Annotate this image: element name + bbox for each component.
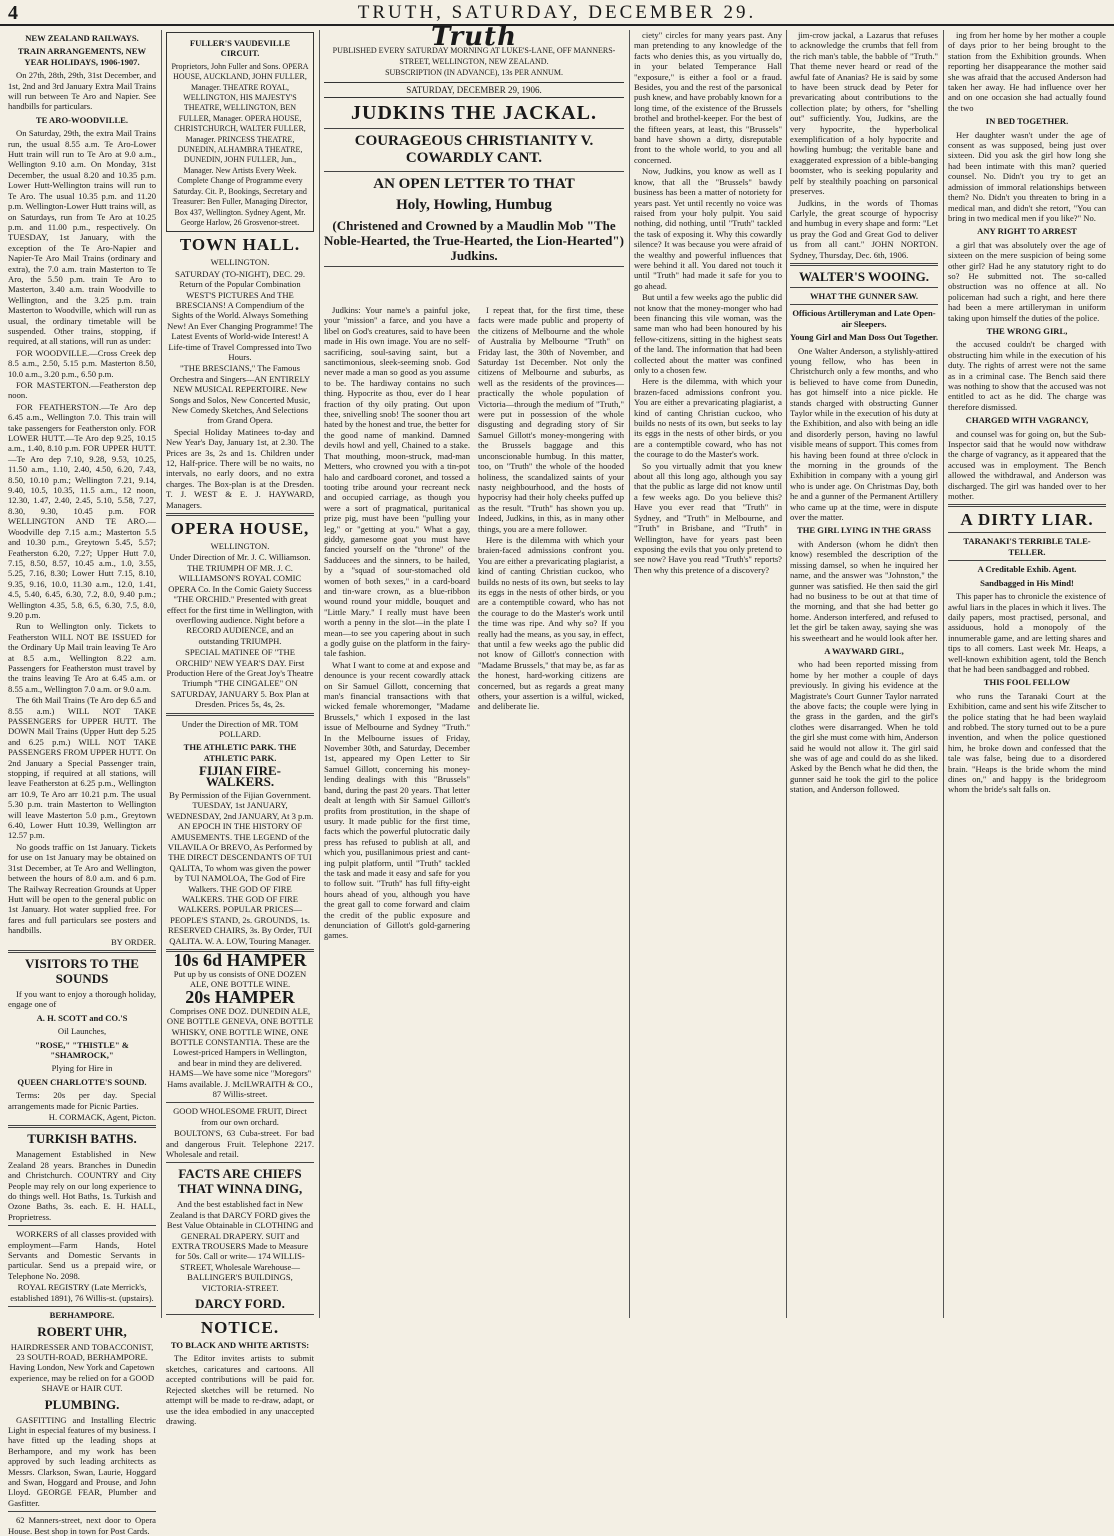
story-text: Now, Judkins, you know as well as I know, that all the "Brussels" bawdy business has been a matter of notoriety for years past. Yet until recently no voice was raised from your holy pulpit. You said nothing, did nothing, until "Truth" tackled the task of exposing it. Why this cowardly silence? It was because you were afraid of the wealthy and powerful influences that were behind it all. You dared not touch it until "Truth" had made it safe for you to go ahead.	[634, 166, 782, 291]
wrong-girl-heading: THE WRONG GIRL,	[986, 325, 1068, 336]
girl-grass-heading: THE GIRL LYING IN THE GRASS	[797, 525, 931, 536]
facts-heading: FACTS ARE CHIEFS THAT WINNA DING,	[177, 1166, 303, 1197]
divider	[790, 287, 938, 288]
deck-2: Holy, Howling, Humbug	[396, 197, 552, 214]
fool-fellow-heading: THIS FOOL FELLOW	[983, 677, 1071, 688]
athletic-park: THE ATHLETIC PARK. THE ATHLETIC PARK.	[183, 742, 297, 763]
bed-heading: IN BED TOGETHER.	[985, 116, 1069, 127]
sounds-heading: VISITORS TO THE SOUNDS	[25, 955, 139, 986]
column-foot: 62 Manners-street, next door to Opera House. Best shop in town for Post Cards.	[8, 1515, 156, 1536]
dirty-liar-sub: TARANAKI'S TERRIBLE TALE-TELLER.	[963, 536, 1091, 557]
baths-heading: TURKISH BATHS.	[27, 1131, 137, 1147]
headline: JUDKINS THE JACKAL.	[351, 102, 597, 125]
vagrancy-heading: CHARGED WITH VAGRANCY,	[965, 415, 1089, 426]
story-text: jim-crow jackal, a Lazarus that refuses to acknowledge the crumbs that fell from the rich man's table, the babble of "Truth." That theme never heard or read of the awful fate of Ananias? He is said by some to have been struck dead by Peter for prevaricating about contributions to the collection plate; by others, for "shelling out" sufficiently. You, Judkins, are the very hypocrite, the hyperbolical exemplification of a holy hypocrite and howling humbug; the veritable bane and exaggerated expression of a bible-banging boomster, who is seeking popularity and pelf by stealthily poaching on parsonical preserves.	[790, 30, 938, 197]
facts-body: And the best established fact in New Zealand is that DARCY FORD gives the Best Value Obtainable in CLOTHING and GENERAL DRAPERY. SUIT and EXTRA TROUSERS Made to Measure for 50s. Call or write— 174 WILLIS-STREET, Wholesale Warehouse— BALLINGER'S BUILDINGS, VICTORIA-STREET.	[166, 1199, 314, 1293]
walter-heading: WALTER'S WOOING.	[798, 268, 930, 284]
divider	[948, 532, 1106, 533]
arrest-heading: ANY RIGHT TO ARREST	[977, 226, 1077, 237]
publish-notice: PUBLISHED EVERY SATURDAY MORNING AT LUKE'S-LANE, OFF MANNERS-STREET, WELLINGTON, NEW ZEALAND.	[332, 46, 616, 66]
dateline: SATURDAY, DECEMBER 29, 1906.	[324, 82, 624, 98]
wrong-girl-body: the accused couldn't be charged with obstructing him while in the execution of his duty. The rights of arrest were not the same as in a criminal case. The Bench said there was nothing to show that the accused was not entitled to act as he did. The charge was therefore dismissed.	[948, 339, 1106, 412]
fuller-heading: FULLER'S VAUDEVILLE CIRCUIT.	[189, 38, 291, 59]
railways-third-body: No goods traffic on 1st January. Tickets for use on 1st January may be obtained on 31st December, at Te Aro and Wellington, between the hours of 8.0 a.m. and 6 p.m. The Railway Recreation Grounds at Upper Hutt will be open to the general public on 1st January. Hot water supplied free. For fares and full particulars see posters and handbills.	[8, 841, 156, 936]
column-rule	[786, 30, 787, 1318]
dirty-liar-deck: A Creditable Exhib. Agent.	[977, 564, 1077, 575]
divider	[324, 128, 624, 129]
divider	[8, 1511, 156, 1512]
divider	[790, 263, 938, 266]
walter-deck-2: Young Girl and Man Doss Out Together.	[790, 332, 938, 343]
sounds-terms: Terms: 20s per day. Special arrangements made for Picnic Parties.	[8, 1090, 156, 1111]
deck-1: AN OPEN LETTER TO THAT	[373, 176, 575, 193]
dirty-liar-deck-2: Sandbagged in His Mind!	[980, 577, 1074, 588]
wayward-girl-heading: A WAYWARD GIRL,	[824, 645, 904, 656]
divider	[166, 1162, 314, 1163]
workers-body: WORKERS of all classes provided with employment—Farm Hands, Hotel Servants and Domestic Servants in particular. Send us a prepaid wire, or Telephone No. 2098.	[8, 1229, 156, 1281]
opera-heading: OPERA HOUSE,	[170, 519, 310, 539]
girl-grass-body: with Anderson (whom he didn't then know) resembled the description of the missing damsel, so when he inquired her name, and the answer was "Johnston," the gunner was satisfied. He then said the girl had no business to be out at that time of the morning, and that she had better go home. Anderson interfered, and refused to let the girl be taken away, saying she was his sweetheart and he would look after her.	[790, 538, 938, 643]
column-7	[948, 30, 1106, 1318]
railways-body: On 27th, 28th, 29th, 31st December, and 1st, 2nd and 3rd January Extra Mail Trains will run between Te Aro and Napier. See handbills for particulars.	[8, 70, 156, 112]
railways-heading: NEW ZEALAND RAILWAYS.	[25, 33, 139, 43]
divider	[8, 1125, 156, 1128]
story-text: ciety" circles for many years past. Any man pretending to any knowledge of the facts who denies this, as you virtually do, in your belated Temperance Hall "exposure," is either a fool or a fraud. Besides, you and the rest of the parsonical push knew, and have probably known for a long time, of the existence of the Brussels brothel and brothel-keeper. For the best of the fifteen years, at least, this "Brussels" band have shown a dirty, disreputable front to the whole world, to you and all concerned.	[634, 30, 782, 165]
walter-body: One Walter Anderson, a stylishly-attired young fellow, who has been in Christchurch only a few months, and who is believed to have come from Dunedin, has got himself into a nice pickle. He stands charged with obstructing Gunner Taylor while in the execution of his duty at the Exhibition, and also with being an idle and disorderly person, having no lawful visible means of support. This comes from his having been found at three o'clock in the morning in the grounds of the Exhibition in company with a young girl who is under age. On Christmas Day, both he and a gunner of the Permanent Artillery who came up at the time, were in dispute over the matter.	[790, 345, 938, 523]
opera-body: Under Direction of Mr. J. C. Williamson. THE TRIUMPH OF MR. J. C. WILLIAMSON'S ROYAL COMIC OPERA Co. In the Comic Gaiety Success "THE ORCHID." Presented with great effect for the first time in Wellington, with overflowing audience. Night before a RECORD AUDIENCE, and an outstanding TRIUMPH.	[166, 552, 313, 646]
walter-deck: Officious Artilleryman and Late Open-air Sleepers.	[792, 308, 936, 329]
divider	[166, 1102, 314, 1103]
main-right-column	[478, 305, 624, 1318]
masthead	[0, 0, 1114, 26]
story-text: Judkins: Your name's a painful joke, your "mission" a farce, and you have a libel on God's creatures, said to have been made in His own image. You are no self-sacrificing, soul-saving saint, but a sanctimonious, sleek-seeming snob. God never made a man so good as you assume to be. The hardiway contains no such thing. Hypocrite as thou, ever do I hear fraction of thy oily prating. Out upon thee, snivelling snob! The sooner thou art hated by the honest and true, the better for the good name of mankind. Damned devils howl and yell, Chained to a stake. That mouthing, moon-struck, mad-man Metters, who crowned you with a tin-pot halo and cardboard coronet, and tossed a tooting tribe around your recreant neck and occupied carriage, as though you were a sort of pragmatical, puritanical prize pig, must have been "pulling your leg," or "getting at you." What a gay, giddy, gamesome goat you must have fancied yourself on the "throne" of the Sadducees and the sinners, to be hailed, by a "squad of sour-stomached old women of both sexes," in a card-board and tin-ware crown, as a blue-ribbon wound round your middle, bouquet and "Little Mary." I really must have been worth a penny in the slot—in the plate I mean—to see you capering about in such a godly guise on the platform in the fairy-tale fashion.	[324, 305, 470, 659]
fire-walkers-heading: FIJIAN FIRE-WALKERS.	[199, 763, 281, 789]
uhr-heading: ROBERT UHR,	[37, 1323, 127, 1339]
arrest-body: a girl that was absolutely over the age of sixteen on the mere suspicion of being some other girl? Had he any statutory right to do so? He submitted not. The so-called obstruction was no offence at all. No policeman had such a right, and here there had been a mere artilleryman in uniform taking upon himself the duties of the police.	[948, 239, 1106, 323]
sounds-plying: Plying for Hire in	[51, 1063, 113, 1074]
pollard: Under the Direction of MR. TOM POLLARD.	[181, 718, 299, 739]
notice-body: The Editor invites artists to submit sketches, caricatures and cartoons. All accepted contributions will be paid for. Rejected sketches will be returned. No attempt will be made to re-draw, adapt, or use the idea embodied in any unaccepted drawing.	[166, 1353, 314, 1426]
fruit-advert: GOOD WHOLESOME FRUIT, Direct from our own orchard.	[173, 1106, 307, 1127]
column-6	[790, 30, 938, 1318]
woodville-schedule: FOR WOODVILLE.—Cross Creek dep 8.5 a.m., 2.50, 5.15 p.m. Masterton 8.50, 10.0 a.m., 3.20 p.m., 6.50 p.m.	[8, 347, 156, 379]
story-text: But until a few weeks ago the public did not know that the money-monger who had been financing this vile woman, was the same man who had been honoured by his fellow-citizens, sitting in the highest seats of the land. The information that had been collected about the matter was confined only to a chosen few.	[634, 292, 782, 375]
sounds-agent: H. CORMACK, Agent, Picton.	[48, 1112, 156, 1122]
column-rule	[629, 30, 630, 1318]
vagrancy-body: and counsel was for going on, but the Sub-Inspector said that he would now withdraw the charge of vagrancy, as it appeared that the accused was in employment. The Bench allowed the withdrawal, and Anderson was discharged. The girl was handed over to her mother.	[948, 428, 1106, 502]
column-rule	[943, 30, 944, 1318]
story-text: ing from her home by her mother a couple of days prior to her being brought to the station from the Exhibition grounds. When reporting her disappearance the mother said she was afraid that the accused Anderson had taken her away. He had influence over her and on one occasion she had actually found the two	[948, 30, 1106, 113]
column-2	[166, 30, 314, 1426]
notice-sub: TO BLACK AND WHITE ARTISTS:	[170, 1340, 310, 1351]
divider	[166, 1314, 314, 1315]
hamper-20s-heading: 20s HAMPER	[185, 987, 295, 1008]
uhr-body: HAIRDRESSER AND TOBACCONIST, 23 SOUTH-ROAD, BERHAMPORE. Having London, New York and Capetown experience, may be relied on for a GOOD SHAVE or HAIR CUT.	[9, 1341, 155, 1394]
divider	[948, 504, 1106, 507]
divider	[8, 1306, 156, 1307]
hamper-10s-body: Put up by us consists of ONE DOZEN ALE, ONE BOTTLE WINE.	[173, 968, 307, 989]
town-hall-heading: TOWN HALL.	[179, 235, 301, 255]
story-text: What I want to come at and expose and denounce is your recent cowardly attack on Sir Samuel Gillott, concerning that man's financial transactions with that wicked female whoremonger, "Madame Brussels," which I exposed in the last issue of Melbourne and Sydney "Truth." In the Melbourne issues of Friday, November 30th, and Saturday, December 1st, appeared my Open Letter to Sir Samuel Gillott, concerning his money-lending dealings with this "Brussels" band, during the past 20 years. That letter dealt at length with Sir Samuel Gillott's profits from prostitution, in the shape of usury. It made public for the first time, facts which the powerful plutocratic daily press has refused to publish at all, and which you, pusillanimous priest and cant-ing pulpit platform, until "Truth" tackled the task and made it easy and safe for you to follow suit. "Truth" has full fifty-eight hours ahead of you, although you have the great gall to come forward and claim the credit of the public exposure and denunciation of Gillott's gold-garnering games.	[324, 659, 470, 941]
divider	[166, 713, 314, 716]
town-hall-sub: WELLINGTON.	[210, 257, 270, 268]
opera-sub: WELLINGTON.	[210, 541, 270, 552]
brescians-body: "THE BRESCIANS," The Famous Orchestra and Singers—AN ENTIRELY NEW MUSICAL REPERTOIRE. New Songs and Solos, New Concerted Music, New Comedy Sketches, And Selections from Grand Opera.	[169, 363, 311, 426]
hamper-10s-heading: 10s 6d HAMPER	[173, 950, 307, 971]
featherston-schedule: FOR FEATHERSTON.—Te Aro dep 6.45 a.m., Wellington 7.0. This train will take passengers for Featherston only. FOR LOWER HUTT.—Te Aro dep 9.25, 10.15 a.m., 1.40, 8.10 p.m. FOR UPPER HUTT.—Te Aro dep 7.10, 9.28, 9.53, 10.25, 11.50 a.m., 1.10, 2.40, 4.50, 6.20, 7.43, 8.50, 10.10 p.m.; Wellington 7.21, 9.14, 9.40, 10.5, 10.35, 11.5 a.m., 12 noon, 12.30, 1.47, 2.40, 2.45, 5.10, 5.58, 7.27, 8.30, 9.30, 10.45 p.m. FOR WELLINGTON AND TE ARO.—Woodville dep 7.15 a.m.; Masterton 5.5 and 10.30 p.m., Greytown 5.45, 5.57; Featherston 6.20, 7.27; Upper Hutt 7.0, 7.15, 8.50, 8.57, 10.45 a.m., 1.0, 3.55, 5.25, 7.16, 8.30; Lower Hutt 7.15, 8.10, 9.35, 9.16, 10.0, 11.30 a.m., 12.0, 1.41, 4.5, 5.40, 6.45, 6.30, 7.2, 8.0, 9.40 p.m.; Wellington 4.35, 5.8, 6.5, 6.30, 7.5, 8.0, 9.20 p.m.	[8, 401, 156, 620]
wayward-girl-body: who had been reported missing from home by her mother a couple of days previously. In giving his evidence at the Magistrate's Court Gunner Taylor narrated the above facts; the couple were lying in the grass in the garden, and the girl's clothes were disarranged. When he told the girl she must come with him, Anderson said he would not allow it. The girl said she was of age and could do as she liked. Asked by the Bench what he did then, the gunner said he took the girl to the police station, and Anderson followed.	[790, 659, 938, 795]
berhampore: BERHAMPORE.	[49, 1310, 115, 1321]
town-hall-body: SATURDAY (TO-NIGHT), DEC. 29. Return of the Popular Combination WEST'S PICTURES And THE BRESCIANS! A Compendium of the Sights of the World. Always Something New! An Ever Changing Programme! The Latest Events of World-wide Interest! A Life-time of Travel Compressed into Two Hours.	[167, 268, 313, 362]
divider	[8, 950, 156, 953]
te-aro-body: On Saturday, 29th, the extra Mail Trains run, the usual 8.55 a.m. Te Aro-Lower Hutt train will run to Te Aro at 9.0 a.m., Wellington 9.10 a.m. On Monday, 31st December, the usual 8.20 and 10.35 p.m. Lower Hutt-Wellington trains will run to Te Aro. The usual 10.35 p.m. and 11.20 p.m. Wellington-Lower Hutt trains will, as on Saturdays, run from Te Aro at 10.25 p.m. and 11.00 p.m., respectively. On TUESDAY, 1st January, with the exception of the Te Aro-Napier and Napier-Te Aro Mail Trains (ordinary and extra), the 7.0 a.m. train Masterton to Te Aro, the 5.50 p.m. train Te Aro to Masterton, 3.40 a.m. train Woodville to Wellington, and the 3.25 p.m. train Masterton to Woodville, which will run as usual, the ordinary timetable will be suspended. Other trains, stopping, if required, at all stations, will run as under:	[8, 128, 156, 347]
registry: ROYAL REGISTRY (Late Merrick's, established 1891), 76 Willis-st. (upstairs).	[10, 1282, 154, 1303]
railways-second-body: The 6th Mail Trains (Te Aro dep 6.5 and 8.55 a.m.) WILL NOT TAKE PASSENGERS for UPPER HUTT. The DOWN Mail Trains (Upper Hutt dep 5.25 and 6.25 p.m.) WILL NOT TAKE PASSENGERS FROM UPPER HUTT. On 2nd January a Special Passenger train, stopping, if required at all stations, will leave Featherston at 6.25 p.m., Wellington arr 10.9, Te Aro arr 10.21 p.m. The usual 5.30 p.m. train Masterton to Wellington will leave Masterton 5.0 p.m., Greytown 6.40, Lower Hutt 10.39, Wellington arr 12.57 p.m.	[8, 695, 156, 841]
column-1	[8, 30, 156, 1536]
story-text: So you virtually admit that you knew about all this long ago, although you say that the public as large did not know until a few weeks ago. Do you believe this? Have you ever read that "Truth" in Sydney, and "Truth" in Melbourne, and "Truth" in Brisbane, and "Truth" in Wellington, have for years past been exposing the evils that you only pretend to see now? Have you read "Truth's" reports? Then why this pretence of a discovery?	[634, 460, 782, 575]
by-order: BY ORDER.	[110, 936, 156, 947]
divider	[324, 266, 624, 267]
truth-logo: Truth	[431, 22, 517, 52]
walter-sub: WHAT THE GUNNER SAW.	[809, 290, 919, 301]
masthead-title: TRUTH, SATURDAY, DECEMBER 29.	[357, 2, 757, 23]
masterton-schedule: FOR MASTERTON.—Featherston dep noon.	[8, 380, 156, 401]
divider	[8, 1225, 156, 1226]
divider	[790, 304, 938, 305]
boulton-advert: BOULTON'S, 63 Cuba-street. For bad and dangerous Fruit. Telephone 2217. Wholesale and retail.	[166, 1128, 314, 1159]
story-text: Here is the dilemma, with which your brazen-faced admissions confront you. You are either a prevaricating plagiarist, a kind of canting Christian cuckoo, who builds no nests of its own, but seeks to lay its eggs in the nests of other birds, or you are a contemptible coward, who has not the courage to do the Master's work.	[634, 376, 782, 460]
divider	[166, 513, 314, 516]
railways-subheading: TRAIN ARRANGEMENTS, NEW YEAR HOLIDAYS, 1906-1907.	[17, 46, 147, 67]
deck-3: (Christened and Crowned by a Maudlin Mob "The Noble-Hearted, the True-Hearted, the Lion-Hearted") Judkins.	[324, 218, 624, 264]
fire-walkers-body: By Permission of the Fijian Government. TUESDAY, 1st JANUARY, WEDNESDAY, 2nd JANUARY, At 3 p.m. AN EPOCH IN THE HISTORY OF AMUSEMENTS. THE LEGEND of the VILAVILA Or BREVO, As Performed by THE DIRECT DESCENDANTS OF TUI QALITA, To whom was given the power by TUI NAMOLOA, The God of Fire Walkers. THE GOD OF FIRE WALKERS. THE GOD OF FIRE WALKERS. POPULAR PRICES—PEOPLE'S STAND, 2s. GROUNDS, 1s. RESERVED CHAIRS, 3s. By Order, TUI QALITA. W. A. LOW, Touring Manager.	[166, 790, 314, 946]
te-aro-heading: TE ARO-WOODVILLE.	[35, 114, 129, 125]
notice-heading: NOTICE.	[200, 1318, 280, 1338]
column-rule	[161, 30, 162, 1318]
sounds-body: If you want to enjoy a thorough holiday, engage one of	[8, 988, 156, 1010]
column-rule	[319, 30, 320, 1318]
plumbing-heading: PLUMBING.	[44, 1396, 120, 1412]
sounds-line: Oil Launches,	[57, 1026, 107, 1037]
divider	[948, 560, 1106, 561]
railways-footnote: Run to Wellington only. Tickets to Featherston WILL NOT BE ISSUED for the Ordinary Up Mail train leaving Te Aro at 8.5 a.m., Wellington 8.22 a.m. Passengers for Featherston must travel by the trains leaving Te Aro at 6.45 a.m. or 8.55 a.m., Wellington 7.0 a.m. or 9.0 a.m.	[8, 621, 156, 694]
main-header	[324, 22, 624, 270]
story-text: I repeat that, for the first time, these facts were made public and property of the citizens of Melbourne and the whole of Australia by Melbourne "Truth" on Friday last, the 30th of November, and Saturday 1st December. Not only the citizens of Melbourne and suburbs, as well as the residents of the provinces—practically the whole population of Victoria—through the medium of "Truth," were put in possession of the whole disgusting and degrading story of Sir Samuel Gillott's money-mongering with the Brussels baggage and this unconscionable humbug. In this matter, too, on "Truth" the whole of the hooded holiness, the scandalized saints of your nasty neighbourhood, and the hosts of hypocrisy had their holy cheeks puffed up as the result. "Truth" has shown you up. Indeed, Judkins, in this, as in many other things, you are a mere follower.	[478, 305, 624, 534]
main-left-column	[324, 305, 470, 1318]
dirty-liar-body: This paper has to chronicle the existence of awful liars in the places in which it lives. The daily papers, most practised, personal, and assiduous, hold a monopoly of the innumerable game, and are letting shares and tips to all comers. Last week Mr. Heaps, a well-known exhibition agent, told the Bench that he had been sandbagged and robbed.	[948, 591, 1106, 674]
dirty-liar-heading: A DIRTY LIAR.	[960, 510, 1094, 530]
sounds-firm: A. H. SCOTT and CO.'S	[36, 1012, 128, 1023]
subscription: SUBSCRIPTION (IN ADVANCE), 13s PER ANNUM.	[385, 68, 563, 78]
brescians-more: Special Holiday Matinees to-day and New Year's Day, January 1st, at 2.30. The Prices are 3s, 2s and 1s. Children under 12, Half-price. There will be no waits, no intervals, no early doors, and no extra charges. The Box-plan is at the Dresden. T. J. WEST & E. J. HAYWARD, Managers.	[166, 426, 314, 510]
fool-fellow-body: who runs the Taranaki Court at the Exhibition, came and sent his wife Zitscher to the police stating that he had been waylaid and robbed. The story turned out to be a pure invention, and when the police questioned him, he broke down and confessed that the tale was false, being due to a disordered brain. "Heaps is the bride whom the mind dines on," and happy is the bridegroom whom the bride's salt falls on.	[948, 690, 1106, 795]
divider	[324, 171, 624, 172]
story-text: Judkins, in the words of Thomas Carlyle, the great scourge of hypocrisy and humbug in every shape and form: "Let us pray the God and Great God to deliver us from all cant." JOHN NORTON. Sydney, Thursday, Dec. 6th, 1906.	[790, 197, 938, 260]
main-story	[324, 22, 624, 1318]
sounds-place: QUEEN CHARLOTTE'S SOUND.	[17, 1076, 147, 1087]
sounds-boats: "ROSE," "THISTLE" & "SHAMROCK,"	[35, 1039, 129, 1060]
page-number: 4	[8, 2, 18, 24]
darcy-ford: DARCY FORD.	[195, 1296, 285, 1312]
opera-more: SPECIAL MATINEE OF "THE ORCHID" NEW YEAR'S DAY. First Production Here of the Great Joy's Theatre Triumph "THE CINGALEE" ON SATURDAY, JANUARY 5. Box Plan at Dresden. Prices 5s, 4s, 2s.	[166, 647, 314, 710]
bed-body: Her daughter wasn't under the age of consent as was supposed, being just over sixteen. Did you ask the girl how long she had been intimate with this man? queried counsel. No. Didn't you try to get an admission of immoral relationships between them? No. Didn't you threaten to bring in a medical man, and didn't she retort, "You can bring in two medical men if you like?" No.	[948, 129, 1106, 223]
subheadline: COURAGEOUS CHRISTIANITY V. COWARDLY CANT.	[354, 133, 594, 167]
plumbing-body: GASFITTING and Installing Electric Light in especial features of my business. I have fitted up the leading shops at Berhampore, and my work has been approved by such leading architects as Messrs. Clarkson, Swan, Laurie, Hoggard and Swan, Hoggard and Prouse, and John Lloyd. GEORGE FEAR, Plumber and Gasfitter.	[8, 1414, 156, 1508]
story-text: Here is the dilemma with which your braien-faced admissions confront you. You are either a prevaricating plagiarist, a kind of canting Christian cuckoo, who builds no nests of its own, but seeks to lay its eggs in the nests of other birds, or you are a contemptible coward, who has not the courage to do the Master's work until the time was ripe. And why so? If you really had the means, as you say, in effect, that until a few weeks ago the public did not know of Gillott's connection with "Madame Brussels," that may be, as far as the honest, hard-working citizens are concerned, but as regards a great many others, your assertion is a wilful, wicked, and deliberate lie.	[478, 534, 624, 712]
fuller-body: Proprietors, John Fuller and Sons. OPERA HOUSE, AUCKLAND, JOHN FULLER, Manager. THEATRE ROYAL, WELLINGTON, HIS MAJESTY'S THEATRE, WELLINGTON, BEN FULLER, Manager. OPERA HOUSE, CHRISTCHURCH, WALTER FULLER, Manager. PRINCESS THEATRE, DUNEDIN, ALHAMBRA THEATRE, DUNEDIN, JOHN FULLER, Jun., Manager. New Artists Every Week. Complete Change of Programme every Saturday. Cit. P., Bookings, Secretary and Treasurer: Ben Fuller, Managing Director, Box 437, Wellington. Sydney Agent, Mr. George Harlow, 26 Grosvenor-street.	[171, 61, 309, 227]
baths-body: Management Established in New Zealand 28 years. Branches in Dunedin and Christchurch. COUNTRY and City People may rely on our long experience to do things well. Hot Baths, 1s. Turkish and Ozone Baths, 3s. each. E. H. HALL, Proprietress.	[8, 1149, 156, 1222]
column-5	[634, 30, 782, 1318]
fuller-advert	[166, 32, 314, 232]
hamper-20s-body: Comprises ONE DOZ. DUNEDIN ALE, ONE BOTTLE GENEVA, ONE BOTTLE WHISKY, ONE BOTTLE WINE, ONE BOTTLE CONSTANTIA. These are the Lowest-priced Hampers in Wellington, and bear in mind they are delivered. HAMS—We have some nice "Moregors" Hams available. J. McILWRAITH & CO., 87 Willis-street.	[166, 1005, 314, 1099]
